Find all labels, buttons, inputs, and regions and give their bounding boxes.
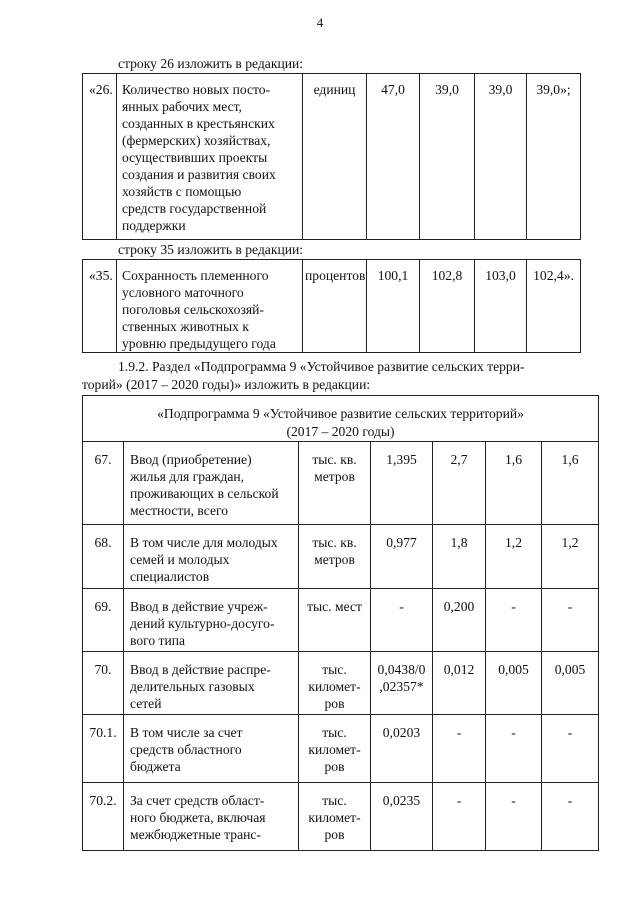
value-2017: 100,1: [367, 260, 420, 353]
indicator-name: В том числе за счет средств областного бюджета: [124, 715, 299, 783]
section-heading-line2: торий» (2017 – 2020 годы)» изложить в редакции:: [82, 377, 371, 392]
row-number: 70.2.: [83, 783, 124, 851]
table-header-row: [83, 396, 599, 442]
value-2019: 103,0: [475, 260, 527, 353]
value-2018: 0,200: [433, 589, 486, 652]
page-number: 4: [316, 15, 324, 30]
value-2020: 0,005: [542, 652, 599, 715]
value-2018: 39,0: [420, 74, 475, 240]
table-row: [83, 783, 599, 851]
table-row: [83, 74, 581, 240]
value-2020: 1,2: [542, 525, 599, 589]
value-2017: 0,977: [371, 525, 433, 589]
value-2020: 102,4».: [527, 260, 581, 353]
table-row: [83, 715, 599, 783]
value-2020: -: [542, 783, 599, 851]
row-number: 69.: [83, 589, 124, 652]
table-subprogram9: [82, 395, 599, 851]
value-2018: 1,8: [433, 525, 486, 589]
unit-cell: тыс. кв. метров: [299, 442, 371, 525]
row-number: 70.1.: [83, 715, 124, 783]
table-row: [83, 589, 599, 652]
value-2019: 39,0: [475, 74, 527, 240]
value-2017: 1,395: [371, 442, 433, 525]
row-number: «26.: [83, 74, 117, 240]
value-2019: -: [486, 783, 542, 851]
row-number: «35.: [83, 260, 117, 353]
indicator-name: Количество новых посто- янных рабочих мест, созданных в крестьянских (фермерских) хозяйствах, осуществивших проекты создания и развития своих хозяйств с помощью средств государственной поддержки: [117, 74, 303, 240]
value-2019: 1,6: [486, 442, 542, 525]
value-2017: 0,0438/0 ,02357*: [371, 652, 433, 715]
value-2018: -: [433, 783, 486, 851]
table-row26: [82, 73, 581, 240]
section-heading-line1: 1.9.2. Раздел «Подпрограмма 9 «Устойчивое развитие сельских терри-: [118, 359, 525, 374]
unit-cell: тыс. мест: [299, 589, 371, 652]
intro-row35: строку 35 изложить в редакции:: [118, 242, 304, 257]
value-2018: 0,012: [433, 652, 486, 715]
unit-cell: тыс. километ- ров: [299, 652, 371, 715]
table-row: [83, 260, 581, 353]
value-2020: -: [542, 589, 599, 652]
unit-cell: процентов: [303, 260, 367, 353]
indicator-name: Ввод в действие учреж- дений культурно-досуго- вого типа: [124, 589, 299, 652]
table-row: [83, 442, 599, 525]
value-2017: 0,0203: [371, 715, 433, 783]
value-2019: 1,2: [486, 525, 542, 589]
row-number: 67.: [83, 442, 124, 525]
indicator-name: Ввод (приобретение) жилья для граждан, проживающих в сельской местности, всего: [124, 442, 299, 525]
indicator-name: В том числе для молодых семей и молодых специалистов: [124, 525, 299, 589]
value-2019: 0,005: [486, 652, 542, 715]
subprogram-title: «Подпрограмма 9 «Устойчивое развитие сельских территорий» (2017 – 2020 годы): [83, 396, 599, 442]
value-2020: 1,6: [542, 442, 599, 525]
value-2019: -: [486, 715, 542, 783]
unit-cell: тыс. кв. метров: [299, 525, 371, 589]
unit-cell: тыс. километ- ров: [299, 715, 371, 783]
value-2017: 47,0: [367, 74, 420, 240]
value-2017: 0,0235: [371, 783, 433, 851]
indicator-name: За счет средств област- ного бюджета, включая межбюджетные транс-: [124, 783, 299, 851]
table-row35: [82, 259, 581, 353]
value-2019: -: [486, 589, 542, 652]
value-2018: -: [433, 715, 486, 783]
table-row: [83, 652, 599, 715]
indicator-name: Сохранность племенного условного маточного поголовья сельскохозяй- ственных животных к уровню предыдущего года: [117, 260, 303, 353]
value-2018: 2,7: [433, 442, 486, 525]
value-2020: 39,0»;: [527, 74, 581, 240]
value-2020: -: [542, 715, 599, 783]
unit-cell: тыс. километ- ров: [299, 783, 371, 851]
value-2018: 102,8: [420, 260, 475, 353]
indicator-name: Ввод в действие распре- делительных газовых сетей: [124, 652, 299, 715]
row-number: 68.: [83, 525, 124, 589]
value-2017: -: [371, 589, 433, 652]
row-number: 70.: [83, 652, 124, 715]
intro-row26: строку 26 изложить в редакции:: [118, 56, 304, 71]
table-row: [83, 525, 599, 589]
unit-cell: единиц: [303, 74, 367, 240]
